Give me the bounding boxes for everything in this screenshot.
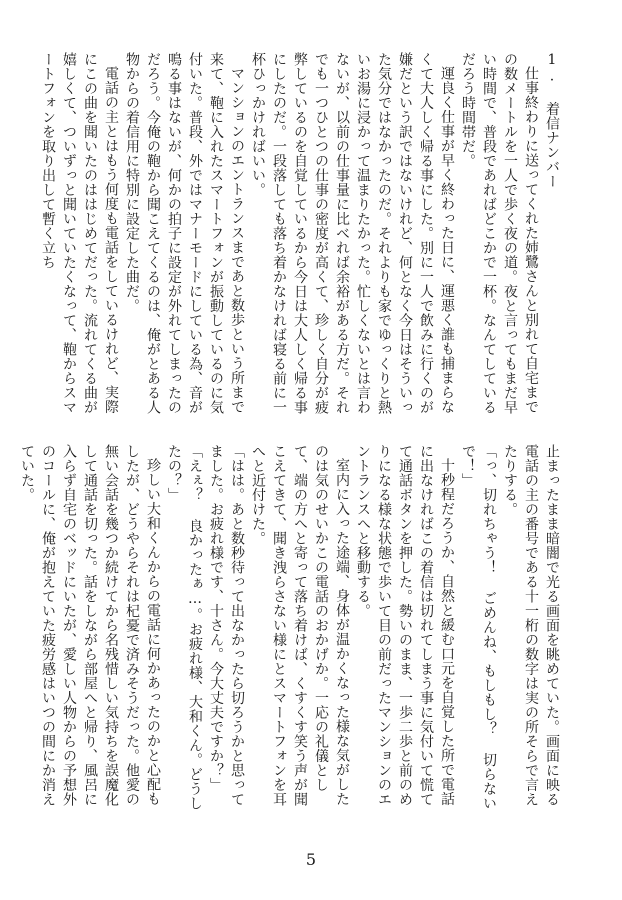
paragraph: 止まったまま暗闇で光る画面を眺めていた。画面に映る電話の主の番号である十一桁の数字は実の所そらで言えたりする。 [502, 444, 560, 807]
paragraph: 電話の主とはもう何度も電話をしているけれど、実際にこの曲を聞いたのははじめてだった。流れてくる曲が嬉しくて、ついずっと聞いていたくなって、鞄からスマートフォンを取り出して暫く立ち [40, 52, 119, 415]
paragraph: 十秒程だろうか、自然と緩む口元を自覚した所で電話に出なければこの着信は切れてしまう事に気付いて慌てて通話ボタンを押した。勢いのまま、一歩二歩と前のめりになる様な状態で歩いて目の前だったマンションのエントランスへと移動する。 [355, 444, 455, 807]
lower-text-block [19, 444, 562, 816]
paragraph: 珍しい大和くんからの電話に何かあったのかと心配もしたが、どうやらそれは杞憂で済みそうだった。他愛の無い会話を幾つか続けてから名残惜しい気持ちを誤魔化して通話を切った。話をしながら部屋へと帰り、風呂に入らず自宅のベッドにいたが、愛しい人物からの予想外のコールに、俺が抱えていた疲労感はいつの間にか消えていた。 [19, 444, 161, 807]
paragraph: 仕事終わりに送ってくれた姉鷺さんと別れて自宅までの数メートルを一人で歩く夜の道。夜と言ってもまだ早い時間で、普段であればどこかで一杯。なんてしているだろう時間帯だ。 [460, 52, 539, 415]
paragraph: 運良く仕事が早く終わった日に、運悪く誰も捕まらなくて大人しく帰る事にした。別に一人で飲みに行くのが嫌だという訳ではないけれど、何となく今日はそういった気分ではなかったのだ。それよりも家でゆっくりと熱いお湯に浸かって温まりたかった。忙しくないとは言わないが、以前の仕事量に比べれば余裕がある方だ。それでも一つひとつの仕事の密度が高くて、珍しく自分が疲弊しているのを自覚しているから今日は大人しく帰る事にしたのだ。一段落しても落ち着かなければ寝る前に一杯ひっかければいい。 [250, 52, 455, 415]
upper-text-block [42, 52, 562, 422]
chapter-heading: 1. 着信ナンバー [544, 52, 560, 189]
page-number: 5 [305, 850, 317, 869]
paragraph: マンションのエントランスまであと数歩という所まで来て、鞄に入れたスマートフォンが振動しているのに気付いた。普段、外ではマナーモードにしている為、音が鳴る事はないが、何かの拍子に設定が外れてしまったのだろう。今俺の鞄から聞こえてくるのは、俺がとある人物からの着信用に特別に設定した曲だ。 [124, 52, 245, 415]
dialog-line: 「っ、切れちゃう！ ごめんね、もしもし？ 切らないで！」 [460, 444, 497, 811]
dialog-line: 「えぇ？ 良かったぁ…。お疲れ様、大和くん。どうしたの？」 [166, 444, 203, 811]
dialog-line: 「はは。あと数秒待って出なかったら切ろうかと思ってました。お疲れ様です、十さん。今大丈夫ですか？」 [208, 444, 245, 807]
paragraph: 室内に入った途端、身体が温かくなった様な気がしたのは気のせいかこの電話のおかげか。一応の礼儀として、端の方へと寄って落ち着けば、くすくす笑う声が聞こえてきて、聞き洩らさない様にとスマートフォンを耳へと近付けた。 [250, 444, 350, 807]
